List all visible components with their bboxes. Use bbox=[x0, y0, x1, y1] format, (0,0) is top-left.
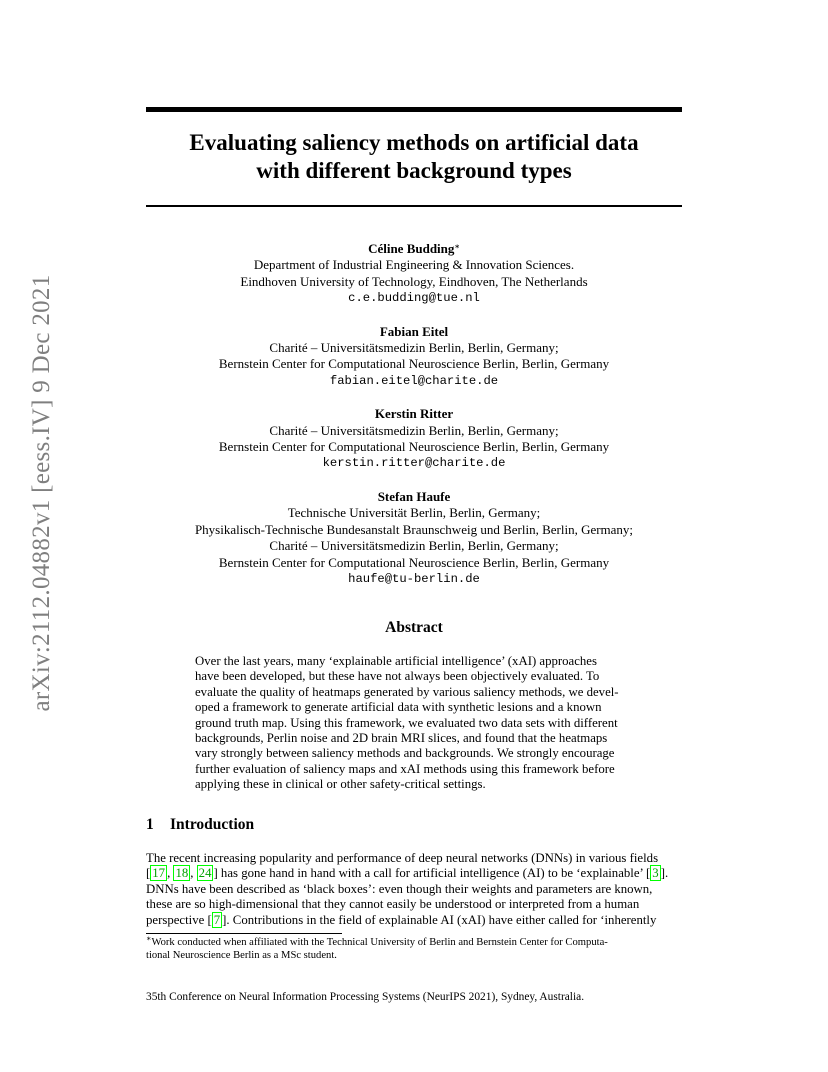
abstract-line: further evaluation of saliency maps and xAI methods using this framework before bbox=[195, 761, 615, 776]
abstract-line: ground truth map. Using this framework, we evaluated two data sets with different bbox=[195, 715, 618, 730]
arxiv-identifier: arXiv:2112.04882v1 [eess.IV] 9 Dec 2021 bbox=[28, 274, 55, 712]
footnote-rule bbox=[146, 933, 342, 934]
author-ritter bbox=[146, 406, 682, 472]
section-number: 1 bbox=[146, 816, 154, 833]
author-email[interactable]: fabian.eitel@charite.de bbox=[329, 373, 499, 388]
author-affiliation: Bernstein Center for Computational Neuroscience Berlin, Berlin, Germany bbox=[218, 554, 610, 570]
conference-footer: 35th Conference on Neural Information Processing Systems (NeurIPS 2021), Sydney, Australia. bbox=[146, 991, 585, 1003]
footnote bbox=[146, 936, 682, 962]
citation-link[interactable]: 18 bbox=[175, 866, 189, 881]
abstract-line: evaluate the quality of heatmaps generated by various saliency methods, we devel- bbox=[195, 684, 619, 699]
abstract-heading: Abstract bbox=[385, 619, 443, 636]
author-name: Stefan Haufe bbox=[377, 488, 451, 504]
author-name: Kerstin Ritter bbox=[374, 406, 454, 422]
body-line: perspective [ 7 ]. Contributions in the field of explainable AI (xAI) have either called for ‘inherently bbox=[146, 912, 657, 927]
abstract-line: Over the last years, many ‘explainable artificial intelligence’ (xAI) approaches bbox=[195, 654, 597, 668]
abstract-line: vary strongly between saliency methods and backgrounds. We strongly encourage bbox=[195, 746, 615, 761]
footnote-line: tional Neuroscience Berlin as a MSc student. bbox=[146, 950, 337, 962]
abstract-line: have been developed, but these have not always been objectively evaluated. To bbox=[195, 669, 600, 684]
author-budding bbox=[146, 241, 682, 307]
title-line: with different background types bbox=[256, 158, 572, 183]
abstract-line: oped a framework to generate artificial data with synthetic lesions and a known bbox=[195, 700, 602, 715]
abstract-line: backgrounds, Perlin noise and 2D brain MRI slices, and found that the heatmaps bbox=[195, 731, 608, 746]
citation-link[interactable]: 24 bbox=[198, 866, 212, 881]
author-email[interactable]: c.e.budding@tue.nl bbox=[348, 291, 480, 306]
abstract-line: applying these in clinical or other safety-critical settings. bbox=[195, 777, 486, 792]
footnote-mark: ∗ bbox=[454, 242, 460, 251]
author-affiliation: Eindhoven University of Technology, Eindhoven, The Netherlands bbox=[240, 273, 588, 289]
abstract-text bbox=[195, 654, 635, 793]
title-line: Evaluating saliency methods on artificial data bbox=[189, 130, 639, 155]
author-name: Céline Budding∗ bbox=[368, 241, 460, 256]
author-haufe bbox=[146, 489, 682, 587]
body-line: DNNs have been described as ‘black boxes’: even though their weights and parameters are known, bbox=[146, 881, 653, 896]
body-line: these are so high-dimensional that they cannot easily be understood or interpreted from a human bbox=[146, 897, 640, 912]
title-bottom-rule bbox=[146, 205, 682, 207]
section-heading-introduction bbox=[146, 816, 254, 834]
author-affiliation: Charité – Universitätsmedizin Berlin, Berlin, Germany; bbox=[269, 340, 559, 356]
author-eitel bbox=[146, 324, 682, 390]
body-line: [ 17 , 18 , 24 ] has gone hand in hand with a call for artificial intelligence (AI) to be ‘explainable’ [ 3 ]. bbox=[146, 866, 669, 881]
footnote-mark: ∗ bbox=[146, 934, 152, 943]
author-affiliation: Bernstein Center for Computational Neuroscience Berlin, Berlin, Germany bbox=[218, 356, 610, 372]
citation-link[interactable]: 17 bbox=[152, 866, 166, 881]
title-top-rule bbox=[146, 107, 682, 112]
author-affiliation: Charité – Universitätsmedizin Berlin, Berlin, Germany; bbox=[269, 538, 559, 554]
author-affiliation: Department of Industrial Engineering & Innovation Sciences. bbox=[253, 257, 575, 273]
author-email[interactable]: kerstin.ritter@charite.de bbox=[322, 456, 506, 471]
author-affiliation: Bernstein Center for Computational Neuroscience Berlin, Berlin, Germany bbox=[218, 439, 610, 455]
citation-link[interactable]: 3 bbox=[652, 866, 659, 881]
footnote-line: ∗Work conducted when affiliated with the Technical University of Berlin and Bernstein Center for Computa- bbox=[146, 934, 608, 948]
citation-link[interactable]: 7 bbox=[213, 912, 221, 927]
author-affiliation: Physikalisch-Technische Bundesanstalt Braunschweig und Berlin, Berlin, Germany; bbox=[194, 521, 634, 537]
paper-title bbox=[146, 129, 682, 185]
author-name: Fabian Eitel bbox=[379, 323, 449, 339]
author-email[interactable]: haufe@tu-berlin.de bbox=[348, 571, 480, 586]
introduction-text bbox=[146, 851, 682, 928]
author-affiliation: Technische Universität Berlin, Berlin, Germany; bbox=[287, 505, 541, 521]
section-title: Introduction bbox=[170, 816, 255, 833]
author-affiliation: Charité – Universitätsmedizin Berlin, Berlin, Germany; bbox=[269, 422, 559, 438]
author-block bbox=[146, 241, 682, 604]
body-line: The recent increasing popularity and performance of deep neural networks (DNNs) in various fields bbox=[146, 851, 659, 865]
